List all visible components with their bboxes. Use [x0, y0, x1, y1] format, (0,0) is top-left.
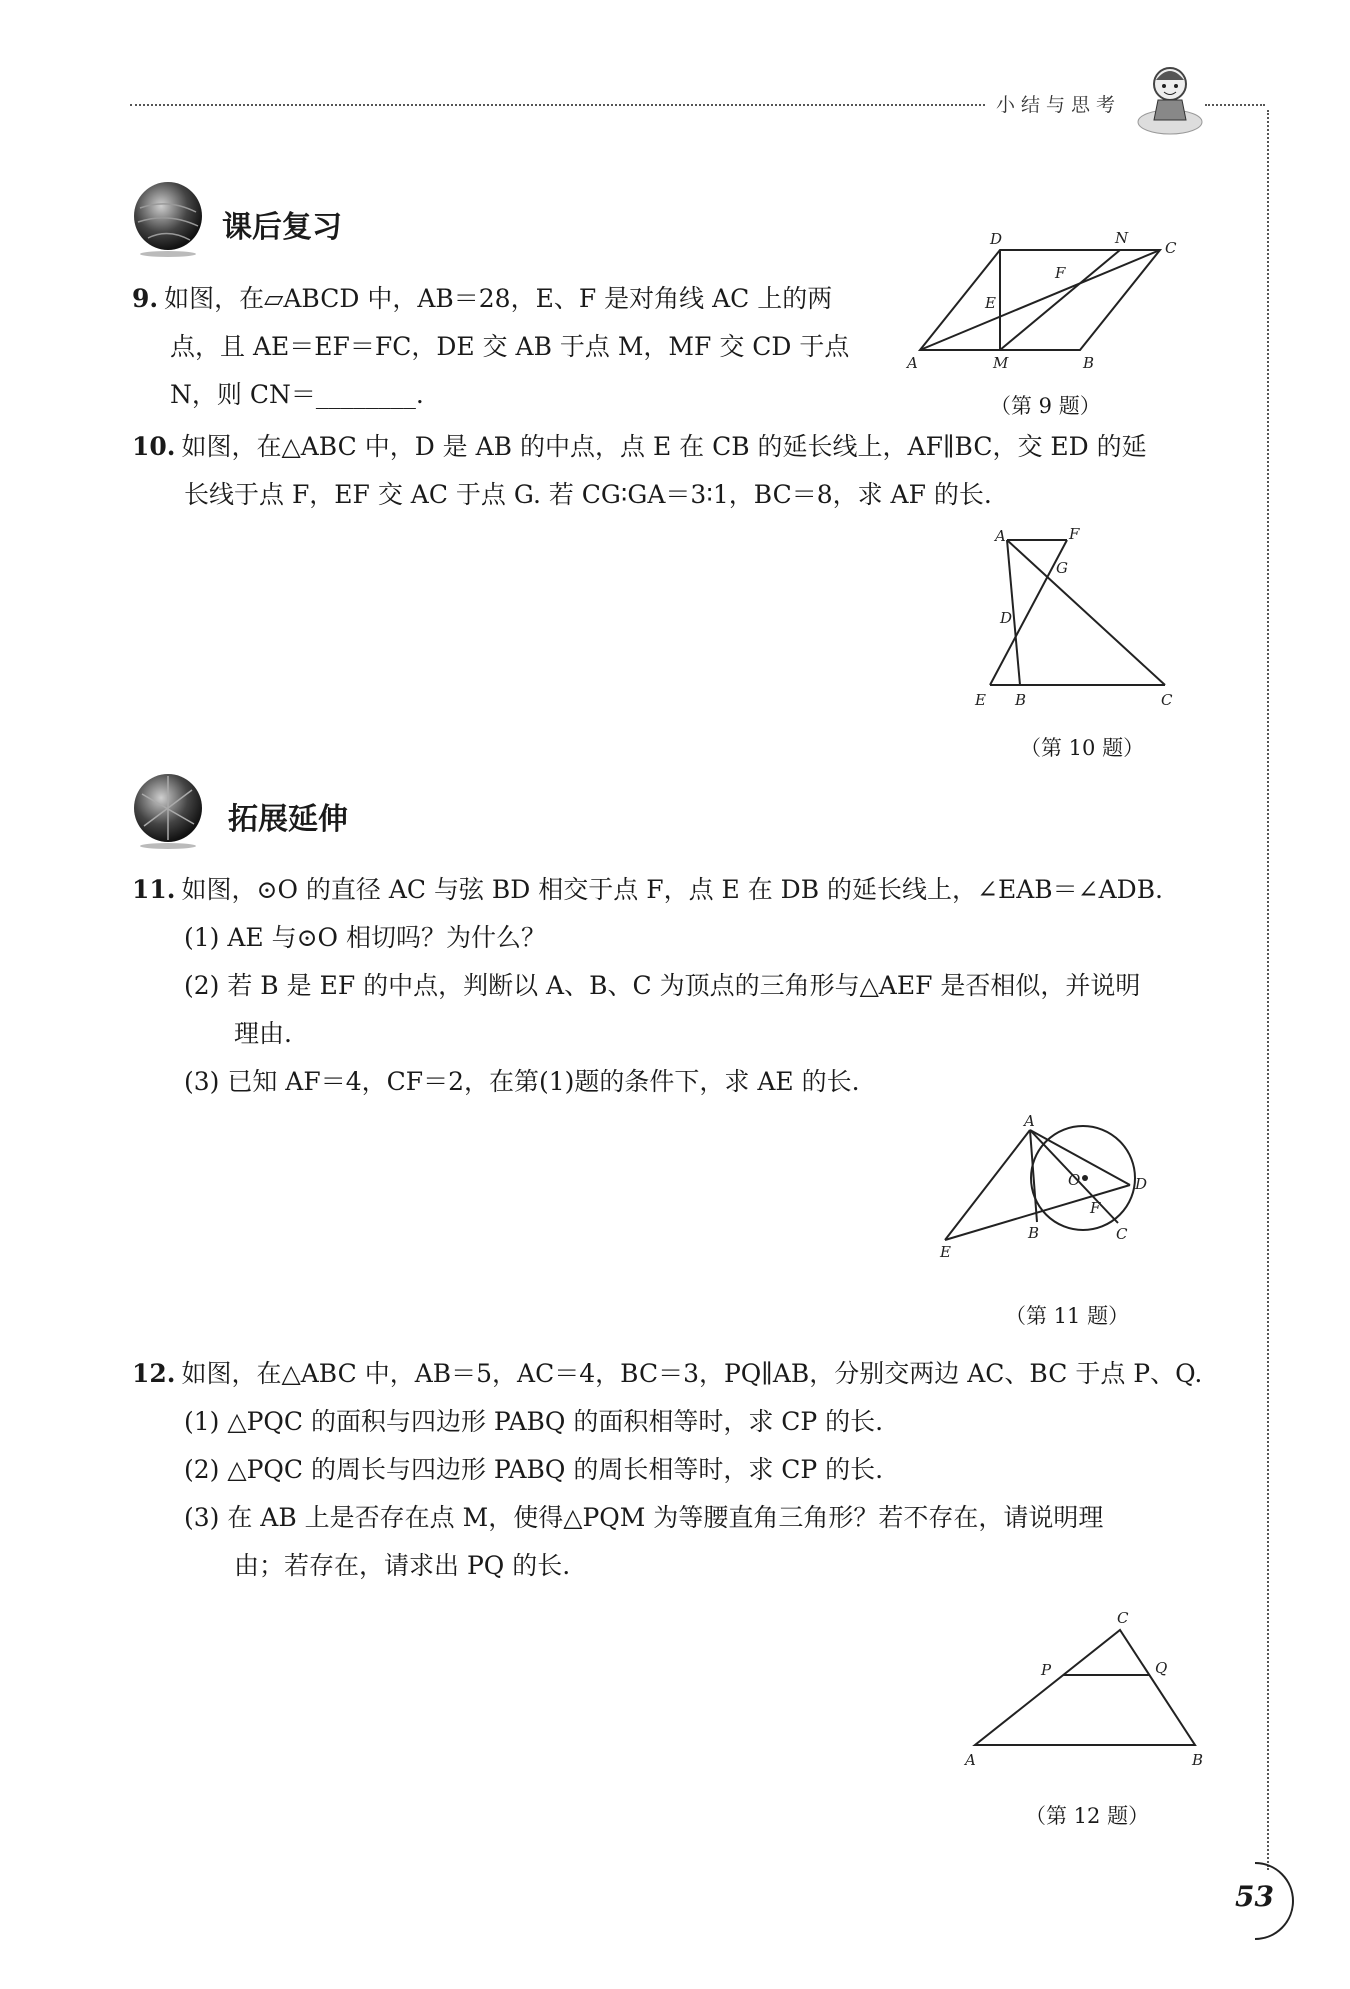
figure-9 — [905, 225, 1190, 375]
subproblem: (1) △PQC 的面积与四边形 PABQ 的面积相等时，求 CP 的长. — [184, 1407, 884, 1436]
label-C: C — [1161, 691, 1173, 709]
problem-9 — [132, 275, 849, 419]
header-dotted-line-right — [1205, 104, 1265, 106]
section-ball-icon — [128, 178, 208, 258]
caption-12: （第 12 题） — [1025, 1804, 1150, 1828]
header-text: 小结与思考 — [996, 94, 1122, 116]
subproblem-list — [184, 1398, 1103, 1590]
problem-11 — [132, 866, 1163, 914]
problem-12 — [132, 1350, 1202, 1398]
label-F: F — [1090, 1199, 1101, 1217]
label-D: D — [1135, 1175, 1148, 1193]
subproblem: (3) 在 AB 上是否存在点 M，使得△PQM 为等腰直角三角形？若不存在，请说明理 — [184, 1503, 1104, 1532]
problem-line: 长线于点 F，EF 交 AC 于点 G. 若 CG∶GA＝3∶1，BC＝8，求 AF 的长. — [184, 480, 992, 509]
problem-number: 12. — [132, 1359, 176, 1388]
problem-line: 如图，在△ABC 中，D 是 AB 的中点，点 E 在 CB 的延长线上，AF∥BC，交 ED 的延 — [181, 432, 1147, 461]
label-G: G — [1056, 559, 1068, 577]
label-M: M — [993, 354, 1009, 372]
subproblem: (3) 已知 AF＝4，CF＝2，在第(1)题的条件下，求 AE 的长. — [184, 1067, 860, 1096]
caption-11: （第 11 题） — [1005, 1304, 1130, 1328]
section-ball-icon — [128, 770, 208, 850]
figure-12 — [955, 1605, 1215, 1770]
margin-dotted-line — [1267, 110, 1269, 1870]
caption-9: （第 9 题） — [990, 394, 1101, 418]
label-D: D — [1000, 609, 1013, 627]
section-title-extension: 拓展延伸 — [228, 802, 348, 837]
subproblem: 由；若存在，请求出 PQ 的长. — [234, 1551, 571, 1580]
subproblem: (1) AE 与⊙O 相切吗？为什么？ — [184, 923, 547, 952]
label-O: O — [1068, 1171, 1081, 1189]
problem-number: 9. — [132, 284, 159, 313]
subproblem: 理由. — [234, 1019, 292, 1048]
label-P: P — [1041, 1661, 1052, 1679]
caption-10: （第 10 题） — [1020, 736, 1145, 760]
problem-line: 点，且 AE＝EF＝FC，DE 交 AB 于点 M，MF 交 CD 于点 — [170, 332, 850, 361]
label-B: B — [1015, 691, 1027, 709]
label-A: A — [965, 1751, 976, 1769]
label-D: D — [990, 230, 1003, 248]
label-C: C — [1165, 239, 1177, 257]
label-A: A — [995, 527, 1006, 545]
figure-11 — [930, 1115, 1180, 1265]
problem-line: 如图，⊙O 的直径 AC 与弦 BD 相交于点 F，点 E 在 DB 的延长线上，∠EAB＝∠ADB. — [181, 875, 1164, 904]
label-Q: Q — [1155, 1659, 1168, 1677]
mascot-icon — [1130, 60, 1210, 140]
problem-number: 11. — [132, 875, 176, 904]
label-E: E — [985, 294, 996, 312]
label-A: A — [907, 354, 918, 372]
subproblem-list — [184, 914, 1140, 1106]
page-number: 53 — [1235, 1880, 1274, 1913]
label-F: F — [1055, 264, 1066, 282]
header-dotted-line — [130, 104, 985, 106]
label-C: C — [1116, 1225, 1128, 1243]
subproblem: (2) △PQC 的周长与四边形 PABQ 的周长相等时，求 CP 的长. — [184, 1455, 884, 1484]
label-A: A — [1024, 1115, 1035, 1130]
problem-line: 如图，在▱ABCD 中，AB＝28，E、F 是对角线 AC 上的两 — [164, 284, 833, 313]
problem-line: N，则 CN＝________. — [170, 380, 424, 409]
problem-line: 如图，在△ABC 中，AB＝5，AC＝4，BC＝3，PQ∥AB，分别交两边 AC、BC 于点 P、Q. — [181, 1359, 1203, 1388]
label-B: B — [1083, 354, 1095, 372]
label-F: F — [1069, 525, 1080, 543]
problem-10 — [132, 423, 1147, 519]
problem-number: 10. — [132, 432, 176, 461]
figure-10 — [965, 525, 1175, 715]
label-B: B — [1192, 1751, 1204, 1769]
label-N: N — [1115, 229, 1129, 247]
label-C: C — [1117, 1609, 1129, 1627]
subproblem: (2) 若 B 是 EF 的中点，判断以 A、B、C 为顶点的三角形与△AEF 是否相似，并说明 — [184, 971, 1141, 1000]
label-E: E — [975, 691, 986, 709]
label-B: B — [1028, 1224, 1040, 1242]
section-title-review: 课后复习 — [222, 210, 342, 245]
label-E: E — [940, 1243, 951, 1261]
